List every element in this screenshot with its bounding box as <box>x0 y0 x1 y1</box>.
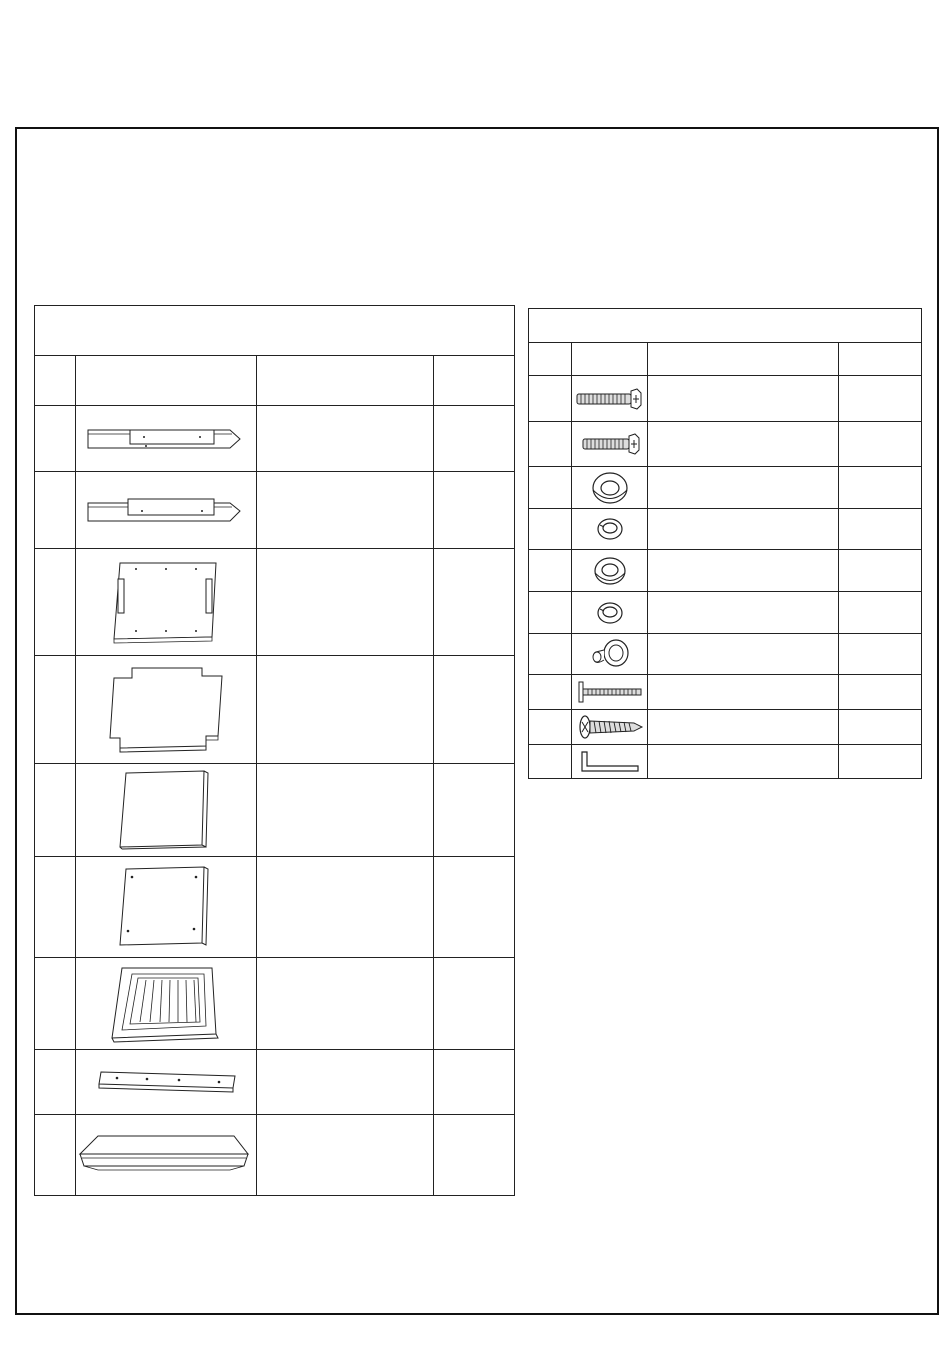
table-row <box>35 958 515 1050</box>
drilled-panel-illustration <box>116 865 216 949</box>
hardware-table-title-cell <box>529 309 922 343</box>
table-row <box>35 549 515 656</box>
parts-table-title-cell <box>35 306 515 356</box>
table-row <box>529 675 922 710</box>
side-rail-bar-illustration <box>86 495 246 525</box>
flat-washer-icon <box>592 555 628 587</box>
louvered-door-illustration <box>106 964 226 1044</box>
support-slat-illustration <box>91 1068 241 1096</box>
parts-header-image <box>76 356 257 406</box>
table-row <box>529 592 922 634</box>
table-row <box>35 472 515 549</box>
flat-washer-icon <box>590 471 630 505</box>
table-row <box>529 710 922 745</box>
table-row <box>529 550 922 592</box>
hardware-header-description <box>648 343 839 376</box>
table-row <box>35 857 515 958</box>
side-rail-bar-illustration <box>86 424 246 454</box>
short-bolt-icon <box>577 433 643 455</box>
flat-panel-illustration <box>116 769 216 851</box>
table-row <box>35 406 515 472</box>
hardware-header-image <box>572 343 648 376</box>
table-row <box>529 509 922 550</box>
table-row <box>35 1050 515 1115</box>
panel-with-brackets-illustration <box>106 557 226 647</box>
parts-header-description <box>257 356 434 406</box>
parts-header-no <box>35 356 76 406</box>
knob-icon <box>588 638 632 670</box>
table-row <box>529 422 922 467</box>
hardware-table <box>528 308 922 779</box>
table-row <box>529 745 922 779</box>
notched-panel-illustration <box>106 664 226 756</box>
table-row <box>529 634 922 675</box>
top-tray-illustration <box>78 1130 254 1180</box>
lock-washer-icon <box>595 515 625 543</box>
allen-key-icon <box>578 749 642 775</box>
lock-washer-icon <box>595 599 625 627</box>
wood-screw-icon <box>576 713 644 741</box>
long-bolt-icon <box>575 387 645 411</box>
table-row <box>529 376 922 422</box>
table-row <box>35 1115 515 1196</box>
hardware-header-qty <box>839 343 922 376</box>
table-row <box>529 467 922 509</box>
parts-header-qty <box>434 356 515 406</box>
threaded-dowel-icon <box>576 680 644 704</box>
table-row <box>35 656 515 764</box>
hardware-header-no <box>529 343 572 376</box>
table-row <box>35 764 515 857</box>
parts-table <box>34 305 515 1196</box>
